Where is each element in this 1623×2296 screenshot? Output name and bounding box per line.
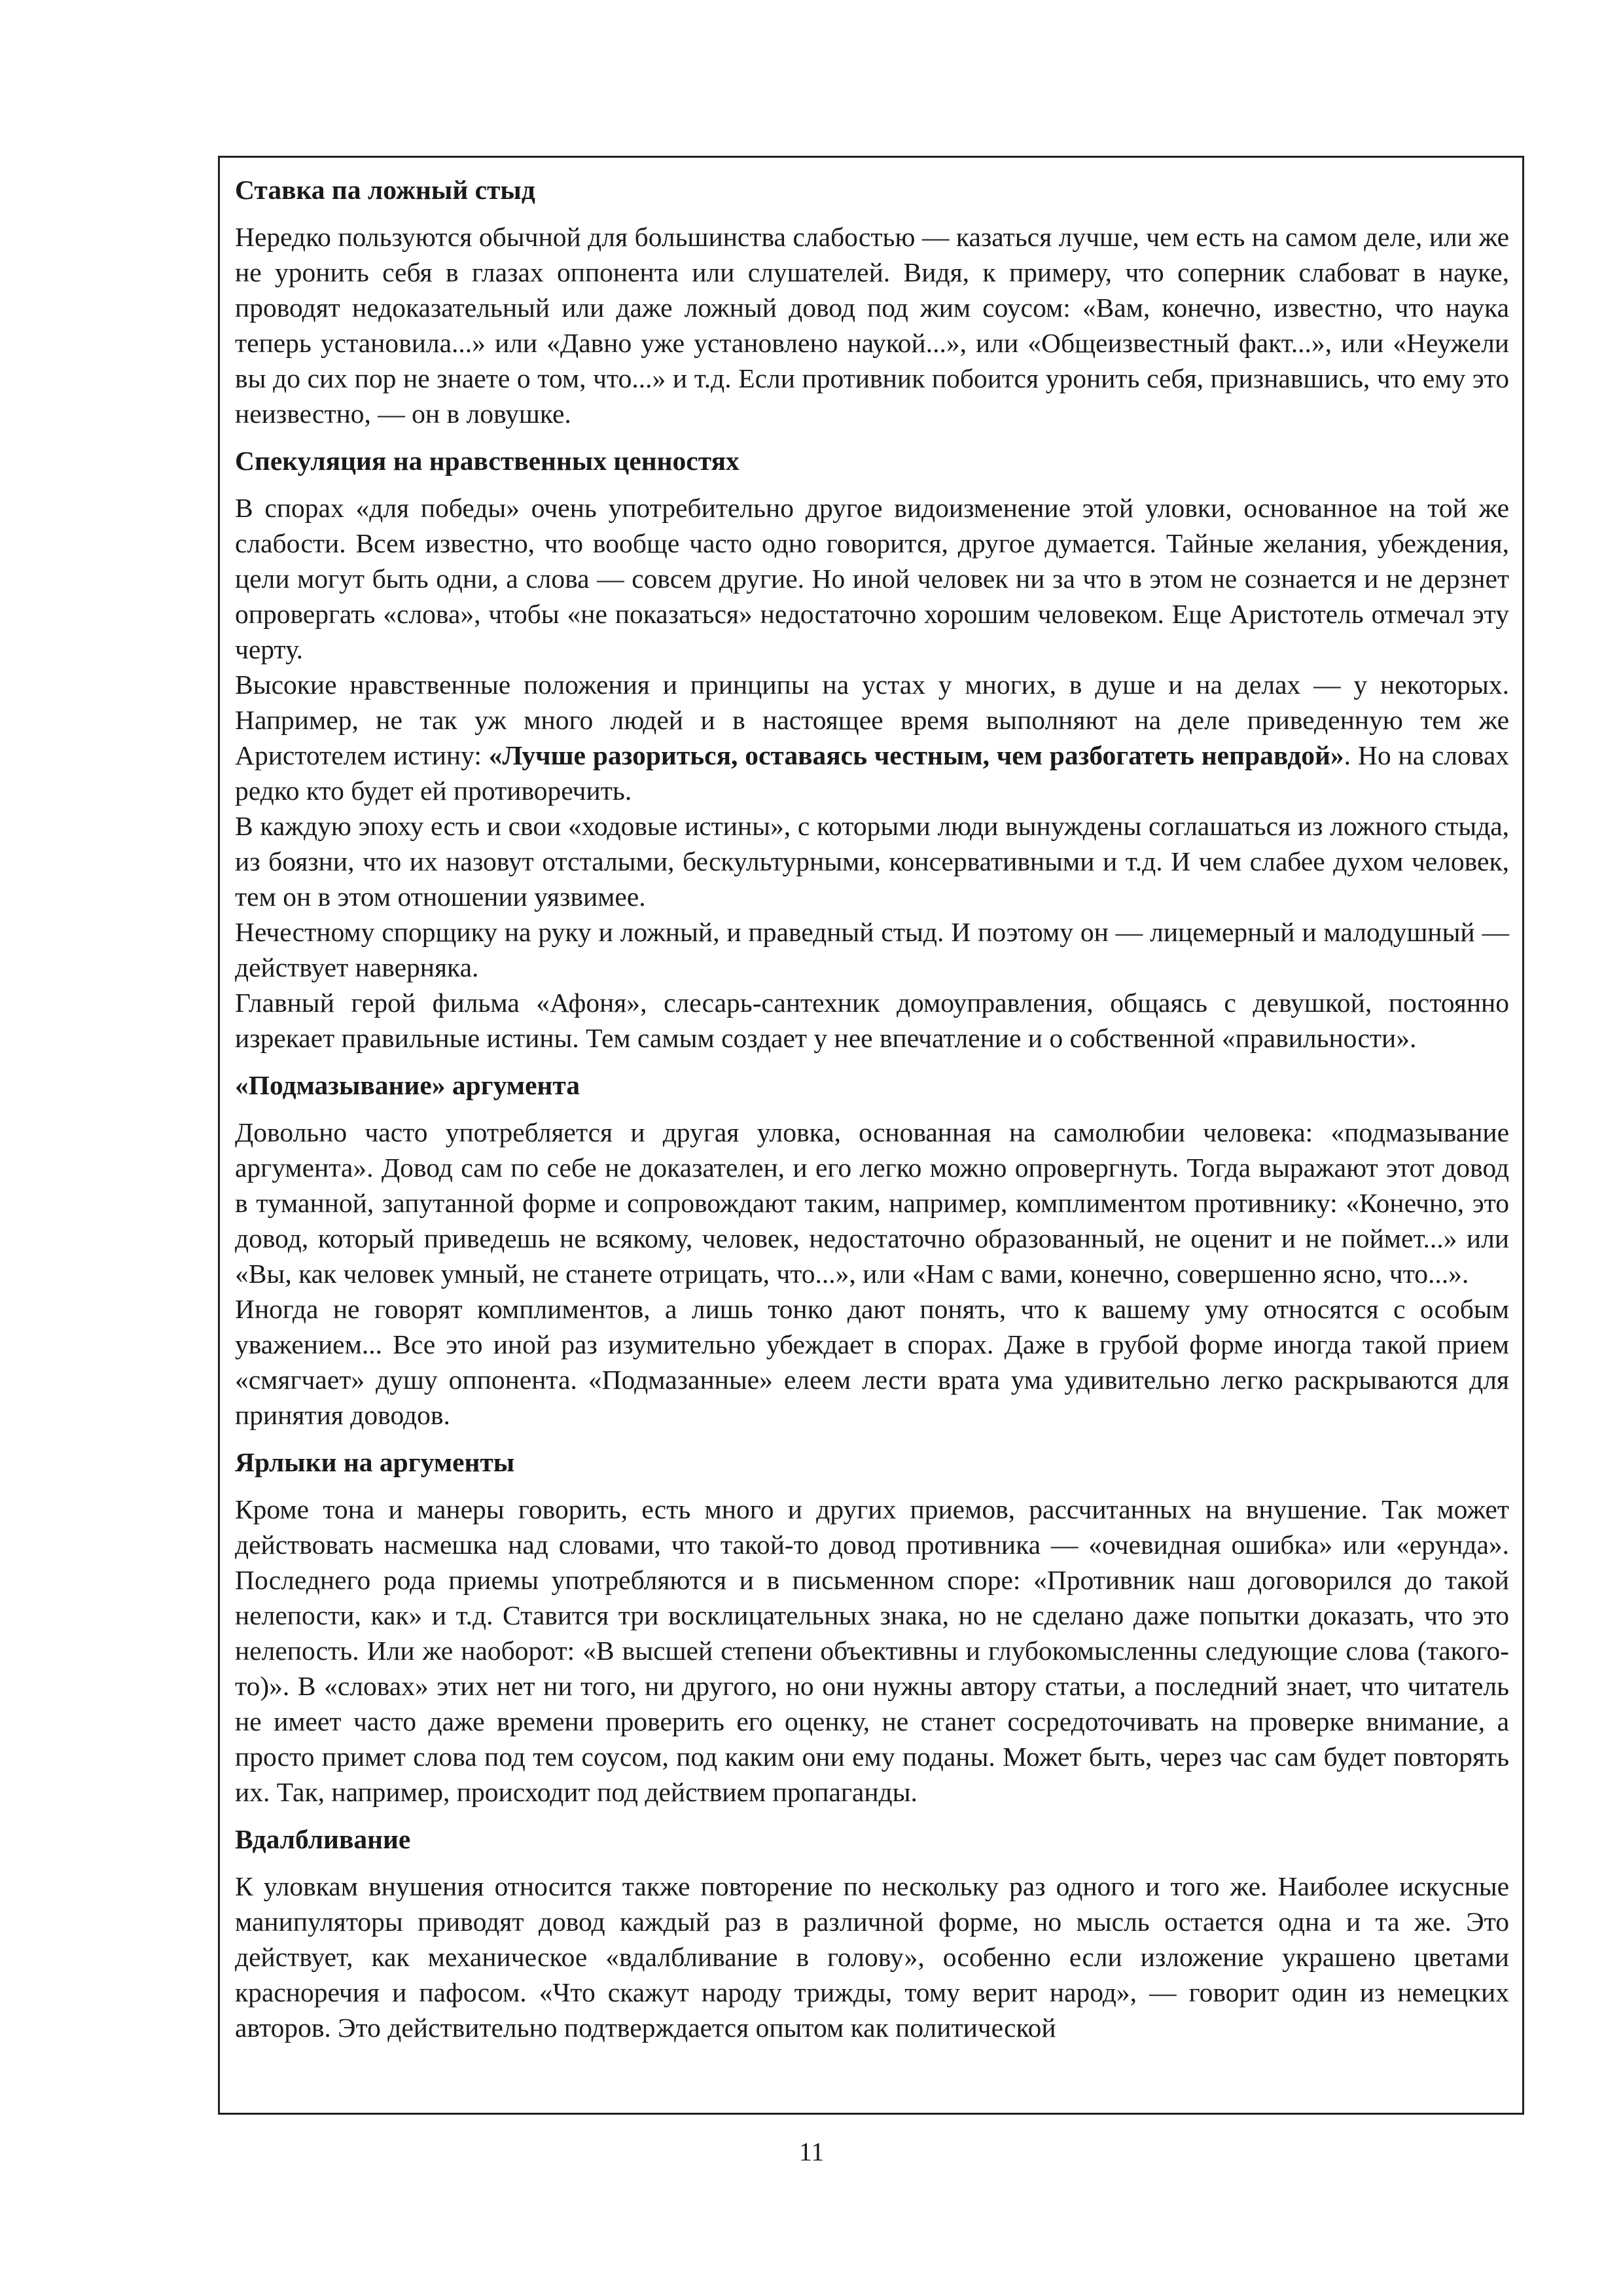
paragraph bbox=[235, 1869, 1509, 2045]
text-run: Иногда не говорят комплиментов, а лишь тонко дают понять, что к вашему уму относятся с особым уважением... Все это иной раз изумительно убеждает в спорах. Даже в грубой форме иногда такой прием «смягчает» душу оппонента. «Подмазанные» елеем лести врата ума удивительно легко раскрываются для принятия доводов. bbox=[235, 1294, 1509, 1430]
text-run: В спорах «для победы» очень употребительно другое видоизменение этой уловки, основанное на той же слабости. Всем известно, что вообще часто одно говорится, другое думается. Тайные желания, убеждения, цели могут быть одни, а слова — совсем другие. Но иной человек ни за что в этом не сознается и не дерзнет опровергать «слова», чтобы «не показаться» недостаточно хорошим человеком. Еще Аристотель отмечал эту черту. bbox=[235, 493, 1509, 664]
text-run: К уловкам внушения относится также повторение по нескольку раз одного и того же. Наиболее искусные манипуляторы приводят довод каждый раз в различной форме, но мысль остается одна и та же. Это действует, как механическое «вдалбливание в голову», особенно если изложение украшено цветами красноречия и пафосом. «Что скажут народу трижды, тому верит народ», — говорит один из немецких авторов. Это действительно подтверждается опытом как политической bbox=[235, 1871, 1509, 2043]
section-heading: Спекуляция на нравственных ценностях bbox=[235, 446, 740, 476]
section-heading: Ярлыки на аргументы bbox=[235, 1447, 515, 1477]
text-run: Довольно часто употребляется и другая уловка, основанная на самолюбии человека: «подмазывание аргумента». Довод сам по себе не доказателен, и его легко можно опровергнуть. Тогда выражают этот довод в туманной, запутанной форме и сопровождают таким, например, комплиментом противнику: «Конечно, это довод, который приведешь не всякому, человек, недостаточно образованный, не оценит и не поймет...» или «Вы, как человек умный, не станете отрицать, что...», или «Нам с вами, конечно, совершенно ясно, что...». bbox=[235, 1117, 1509, 1289]
text-run: Нечестному спорщику на руку и ложный, и праведный стыд. И поэтому он — лицемерный и малодушный — действует наверняка. bbox=[235, 917, 1509, 982]
paragraph bbox=[235, 219, 1509, 431]
page-number: 11 bbox=[798, 2137, 825, 2166]
bold-quote: «Лучше разориться, оставаясь честным, чем разбогатеть неправдой» bbox=[488, 740, 1344, 770]
section bbox=[235, 1067, 1509, 1433]
text-run: Нередко пользуются обычной для большинства слабостью — казаться лучше, чем есть на самом деле, или же не уронить себя в глазах оппонента или слушателей. Видя, к примеру, что соперник слабоват в науке, проводят недоказательный или даже ложный довод под жим соусом: «Вам, конечно, известно, что наука теперь установила...» или «Давно уже установлено наукой...», или «Общеизвестный факт...», или «Неужели вы до сих пор не знаете о том, что...» и т.д. Если противник побоится уронить себя, признавшись, что ему это неизвестно, — он в ловушке. bbox=[235, 222, 1509, 429]
text-run: Высокие нравственные положения и принципы на устах у многих, в душе и на делах — у некоторых. Например, не так уж много людей и в настоящее время выполняют на деле приведенную тем же Аристотелем истину: bbox=[235, 670, 1509, 770]
text-run: В каждую эпоху есть и свои «ходовые истины», с которыми люди вынуждены соглашаться из ложного стыда, из боязни, что их назовут отсталыми, бескультурными, консервативными и т.д. И чем слабее духом человек, тем он в этом отношении уязвимее. bbox=[235, 811, 1509, 912]
section bbox=[235, 443, 1509, 1056]
paragraph bbox=[235, 1492, 1509, 1810]
section-heading: Ставка па ложный стыд bbox=[235, 175, 535, 205]
text-run: Главный герой фильма «Афоня», слесарь-сантехник домоуправления, общаясь с девушкой, постоянно изрекает правильные истины. Тем самым создает у нее впечатление и о собственной «правильности». bbox=[235, 988, 1509, 1053]
paragraph bbox=[235, 914, 1509, 985]
document-body bbox=[235, 172, 1509, 2045]
paragraph bbox=[235, 808, 1509, 914]
paragraph bbox=[235, 490, 1509, 667]
section-heading: «Подмазывание» аргумента bbox=[235, 1070, 580, 1100]
section bbox=[235, 172, 1509, 431]
paragraph bbox=[235, 1115, 1509, 1291]
text-run: Кроме тона и манеры говорить, есть много и других приемов, рассчитанных на внушение. Так может действовать насмешка над словами, что такой-то довод противника — «очевидная ошибка» или «ерунда». Последнего рода приемы употребляются и в письменном споре: «Противник наш договорился до такой нелепости, как» и т.д. Ставится три восклицательных знака, но не сделано даже попытки доказать, что это нелепость. Или же наоборот: «В высшей степени объективны и глубокомысленны следующие слова (такого-то)». В «словах» этих нет ни того, ни другого, но они нужны автору статьи, а последний знает, что читатель не имеет часто даже времени проверить его оценку, не станет сосредоточивать на проверке внимание, а просто примет слова под тем соусом, под каким они ему поданы. Может быть, через час сам будет повторять их. Так, например, происходит под действием пропаганды. bbox=[235, 1494, 1509, 1807]
paragraph bbox=[235, 985, 1509, 1056]
section bbox=[235, 1444, 1509, 1810]
paragraph bbox=[235, 1291, 1509, 1433]
text-run: . Но на словах редко кто будет ей противоречить. bbox=[235, 740, 1510, 806]
page-frame bbox=[218, 156, 1524, 2115]
section-heading: Вдалбливание bbox=[235, 1824, 411, 1854]
paragraph bbox=[235, 667, 1509, 808]
section bbox=[235, 1821, 1509, 2045]
